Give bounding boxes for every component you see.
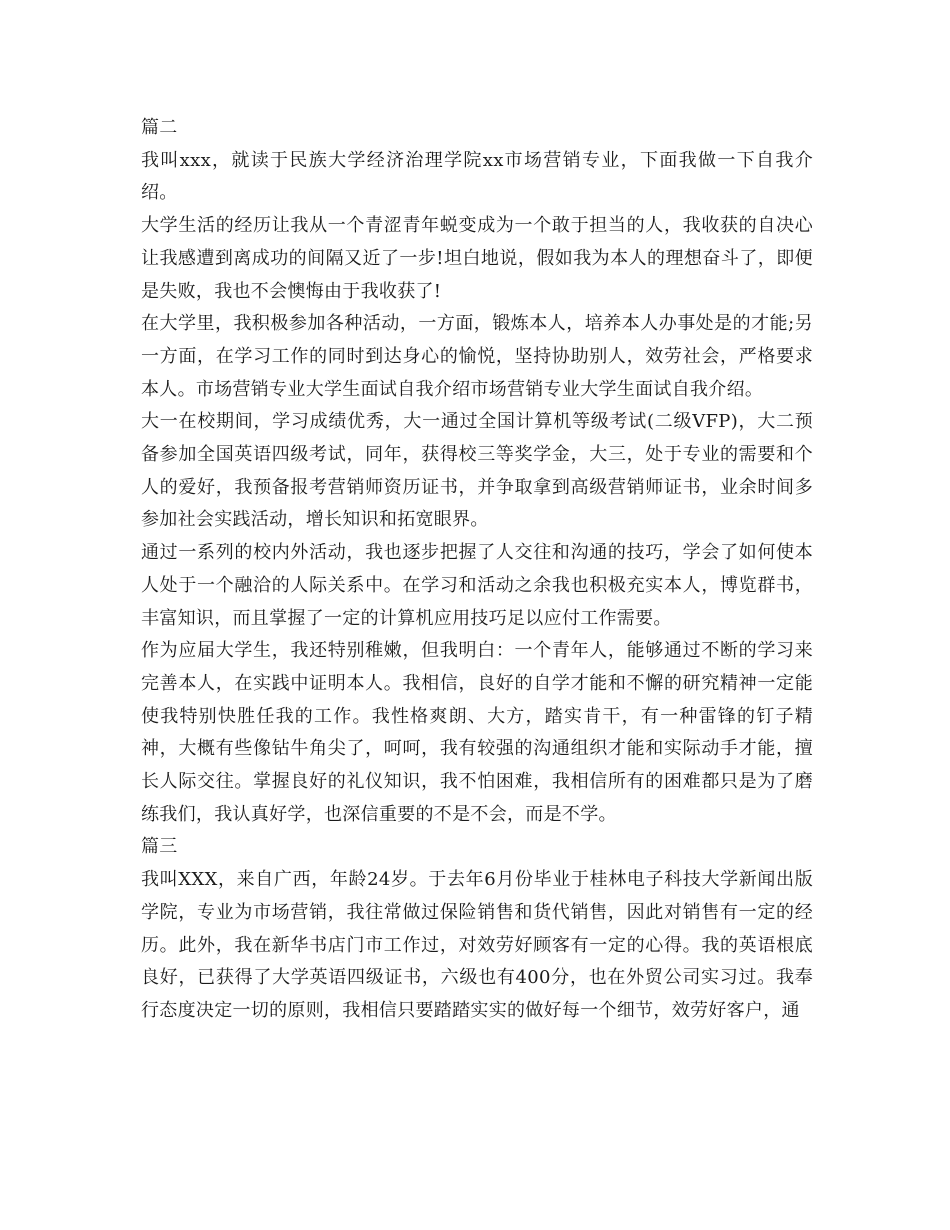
section-heading: 篇二	[141, 117, 178, 138]
paragraph: 大学生活的经历让我从一个青涩青年蜕变成为一个敢于担当的人，我收获的自决心让我感遭到离成功的间隔又近了一步!坦白地说，假如我为本人的理想奋斗了，即便是失败，我也不会懊悔由于我收获了!	[141, 215, 813, 302]
paragraph: 通过一系列的校内外活动，我也逐步把握了人交往和沟通的技巧，学会了如何使本人处于一个融洽的人际关系中。在学习和活动之余我也积极充实本人，博览群书，丰富知识，而且掌握了一定的计算机应用技巧足以应付工作需要。	[141, 542, 813, 629]
section-3	[141, 831, 813, 1027]
section-2	[141, 112, 813, 831]
paragraph: 在大学里，我积极参加各种活动，一方面，锻炼本人，培养本人办事处是的才能;另一方面，在学习工作的同时到达身心的愉悦，坚持协助别人，效劳社会，严格要求本人。市场营销专业大学生面试自我介绍市场营销专业大学生面试自我介绍。	[141, 313, 813, 400]
document-page	[141, 112, 813, 1028]
paragraph: 作为应届大学生，我还特别稚嫩，但我明白：一个青年人，能够通过不断的学习来完善本人，在实践中证明本人。我相信，良好的自学才能和不懈的研究精神一定能使我特别快胜任我的工作。我性格爽朗、大方，踏实肯干，有一种雷锋的钉子精神，大概有些像钻牛角尖了，呵呵，我有较强的沟通组织才能和实际动手才能，擅长人际交往。掌握良好的礼仪知识，我不怕困难，我相信所有的困难都只是为了磨练我们，我认真好学，也深信重要的不是不会，而是不学。	[141, 640, 813, 825]
paragraph: 我叫xxx，就读于民族大学经济治理学院xx市场营销专业，下面我做一下自我介绍。	[141, 149, 813, 204]
paragraph: 我叫XXX，来自广西，年龄24岁。于去年6月份毕业于桂林电子科技大学新闻出版学院，专业为市场营销，我往常做过保险销售和货代销售，因此对销售有一定的经历。此外，我在新华书店门市工作过，对效劳好顾客有一定的心得。我的英语根底良好，已获得了大学英语四级证书，六级也有400分，也在外贸公司实习过。我奉行态度决定一切的原则，我相信只要踏踏实实的做好每一个细节，效劳好客户，通	[141, 869, 813, 1021]
paragraph: 大一在校期间，学习成绩优秀，大一通过全国计算机等级考试(二级VFP)，大二预备参加全国英语四级考试，同年，获得校三等奖学金，大三，处于专业的需要和个人的爱好，我预备报考营销师资历证书，并争取拿到高级营销师证书，业余时间多参加社会实践活动，增长知识和拓宽眼界。	[141, 411, 813, 531]
section-heading: 篇三	[141, 836, 178, 858]
